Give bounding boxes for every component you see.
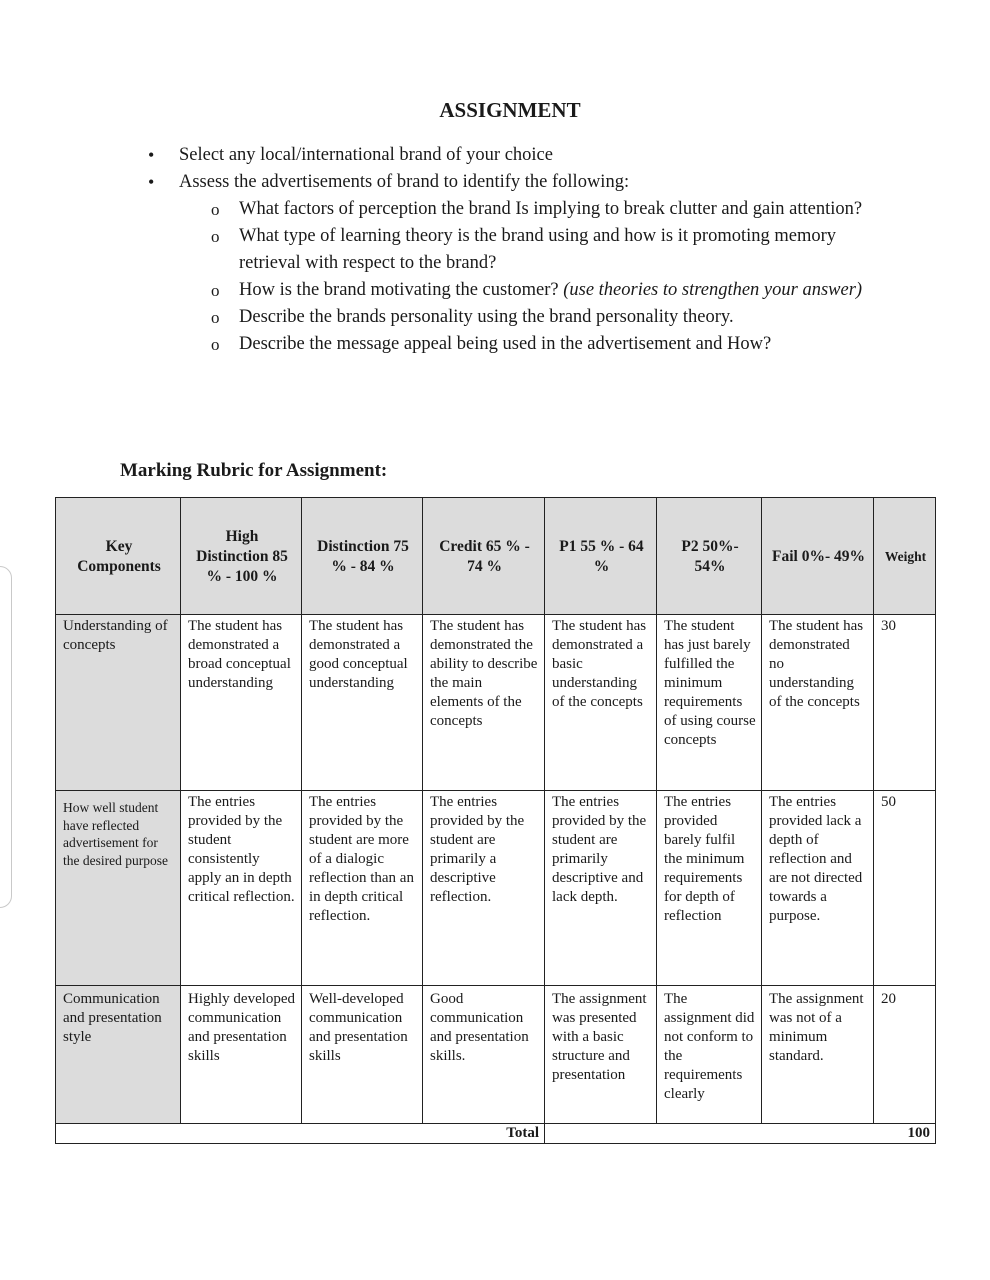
total-value: 100 — [874, 1124, 936, 1144]
component-cell: Understanding of concepts — [56, 615, 181, 791]
table-header-row — [56, 498, 936, 615]
component-cell: How well student have reflected advertisement for the desired purpose — [56, 791, 181, 986]
criteria-cell: Good communication and presentation skills. — [423, 986, 545, 1124]
criteria-cell: The student has demonstrated a good conceptual understanding — [302, 615, 423, 791]
total-blank-cell — [657, 1124, 762, 1144]
criteria-cell: The student has just barely fulfilled the minimum requirements of using course concepts — [657, 615, 762, 791]
header-p2: P2 50%- 54% — [657, 498, 762, 615]
criteria-cell: The student has demonstrated no understanding of the concepts — [762, 615, 874, 791]
page-title: ASSIGNMENT — [439, 98, 581, 122]
weight-cell: 20 — [874, 986, 936, 1124]
table-row — [56, 615, 936, 791]
header-high-distinction: High Distinction 85 % - 100 % — [181, 498, 302, 615]
weight-cell: 30 — [874, 615, 936, 791]
sub-item-text: How is the brand motivating the customer? — [239, 280, 564, 300]
instructions-list — [148, 142, 868, 358]
sub-item: o Describe the message appeal being used in the advertisement and How? — [209, 331, 868, 358]
criteria-cell: Highly developed communication and presentation skills — [181, 986, 302, 1124]
criteria-cell: The entries provided lack a depth of reflection and are not directed towards a purpose. — [762, 791, 874, 986]
criteria-cell: The entries provided by the student consistently apply an in depth critical reflection. — [181, 791, 302, 986]
criteria-cell: The entries provided by the student are more of a dialogic reflection than an in depth critical reflection. — [302, 791, 423, 986]
rubric-heading: Marking Rubric for Assignment: — [120, 460, 388, 481]
header-key-components: Key Components — [56, 498, 181, 615]
total-blank-cell — [56, 1124, 181, 1144]
criteria-cell: The entries provided barely fulfil the minimum requirements for depth of reflection — [657, 791, 762, 986]
criteria-cell: The assignment did not conform to the requirements clearly — [657, 986, 762, 1124]
sub-item-italic: (use theories to strengthen your answer) — [563, 280, 863, 300]
criteria-cell: The assignment was not of a minimum standard. — [762, 986, 874, 1124]
header-weight: Weight — [874, 498, 936, 615]
criteria-cell: The entries provided by the student are primarily descriptive and lack depth. — [545, 791, 657, 986]
header-fail: Fail 0%- 49% — [762, 498, 874, 615]
criteria-cell: Well-developed communication and presentation skills — [302, 986, 423, 1124]
rubric-table — [55, 497, 936, 1144]
total-label: Total — [181, 1124, 545, 1144]
sub-item: o What factors of perception the brand Is implying to break clutter and gain attention? — [209, 196, 868, 223]
criteria-cell: The student has demonstrated the ability to describe the main elements of the concepts — [423, 615, 545, 791]
criteria-cell: The student has demonstrated a broad conceptual understanding — [181, 615, 302, 791]
header-credit: Credit 65 % - 74 % — [423, 498, 545, 615]
header-p1: P1 55 % - 64 % — [545, 498, 657, 615]
header-distinction: Distinction 75 % - 84 % — [302, 498, 423, 615]
sub-item — [209, 277, 868, 304]
component-cell: Communication and presentation style — [56, 986, 181, 1124]
criteria-cell: The assignment was presented with a basic structure and presentation — [545, 986, 657, 1124]
total-row — [56, 1124, 936, 1144]
bullet-item: • Select any local/international brand of your choice — [148, 142, 868, 169]
total-blank-cell — [762, 1124, 874, 1144]
criteria-cell: The student has demonstrated a basic understanding of the concepts — [545, 615, 657, 791]
sub-item: o What type of learning theory is the brand using and how is it promoting memory retrieval with respect to the brand? — [209, 223, 868, 277]
bullet-item-text: Assess the advertisements of brand to identify the following: — [179, 172, 630, 192]
side-panel-handle[interactable] — [0, 566, 12, 908]
sub-list — [209, 196, 868, 358]
table-row — [56, 791, 936, 986]
bullet-item — [148, 169, 868, 358]
total-blank-cell — [545, 1124, 657, 1144]
table-row — [56, 986, 936, 1124]
weight-cell: 50 — [874, 791, 936, 986]
sub-item: o Describe the brands personality using the brand personality theory. — [209, 304, 868, 331]
criteria-cell: The entries provided by the student are primarily a descriptive reflection. — [423, 791, 545, 986]
